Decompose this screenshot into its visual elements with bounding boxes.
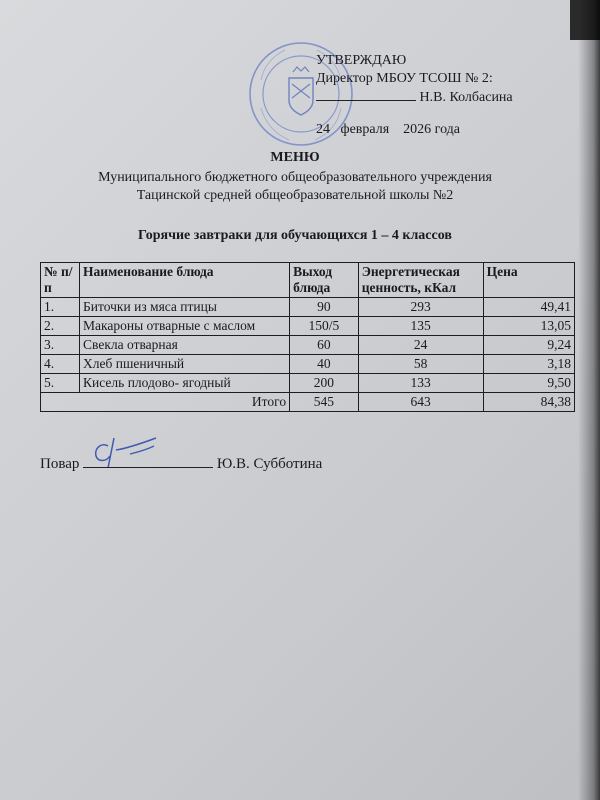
table-row — [41, 355, 575, 374]
date-month: февраля — [340, 122, 390, 137]
header-dish-name: Наименование блюда — [80, 263, 290, 298]
row-num: 4. — [41, 355, 80, 374]
row-portion: 90 — [290, 298, 359, 317]
row-portion: 150/5 — [290, 317, 359, 336]
row-energy: 24 — [358, 336, 483, 355]
header-num: № п/п — [41, 263, 80, 298]
total-energy: 643 — [358, 393, 483, 412]
row-dish-name: Биточки из мяса птицы — [80, 298, 290, 317]
header-energy: Энергетическая ценность, кКал — [358, 263, 483, 298]
signature-blank — [316, 88, 416, 101]
cook-signature-line — [83, 453, 213, 468]
total-price: 84,38 — [483, 393, 574, 412]
row-energy: 58 — [358, 355, 483, 374]
row-price: 13,05 — [483, 317, 574, 336]
date-day: 24 — [316, 122, 330, 137]
header-portion: Выход блюда — [290, 263, 359, 298]
menu-subtitle: Горячие завтраки для обучающихся 1 – 4 классов — [138, 228, 452, 243]
row-energy: 135 — [358, 317, 483, 336]
table-row — [41, 336, 575, 355]
row-num: 5. — [41, 374, 80, 393]
row-num: 2. — [41, 317, 80, 336]
page-title: МЕНЮ — [270, 150, 320, 165]
row-price: 49,41 — [483, 298, 574, 317]
cook-label: Повар — [40, 456, 80, 472]
cook-name: Ю.В. Субботина — [216, 456, 323, 472]
total-portion: 545 — [290, 393, 359, 412]
approval-date — [316, 121, 513, 139]
row-portion: 40 — [290, 355, 359, 374]
row-num: 3. — [41, 336, 80, 355]
row-dish-name: Кисель плодово- ягодный — [80, 374, 290, 393]
org-line-1: Муниципального бюджетного общеобразовательного учреждения — [98, 170, 492, 185]
row-portion: 200 — [290, 374, 359, 393]
row-price: 3,18 — [483, 355, 574, 374]
row-dish-name: Макароны отварные с маслом — [80, 317, 290, 336]
paper-edge-shadow — [578, 0, 600, 800]
header-price: Цена — [483, 263, 574, 298]
total-label: Итого — [41, 393, 290, 412]
row-portion: 60 — [290, 336, 359, 355]
director-signature-line — [316, 88, 513, 107]
approval-block — [316, 52, 513, 139]
approve-label: УТВЕРЖДАЮ — [316, 53, 407, 68]
row-price: 9,50 — [483, 374, 574, 393]
date-year: 2026 года — [403, 122, 460, 137]
director-label: Директор МБОУ ТСОШ № 2: — [316, 71, 493, 86]
row-num: 1. — [41, 298, 80, 317]
org-line-2: Тацинской средней общеобразовательной школы №2 — [136, 188, 454, 203]
row-dish-name: Свекла отварная — [80, 336, 290, 355]
table-total-row — [41, 393, 575, 412]
table-header-row — [41, 263, 575, 298]
row-energy: 133 — [358, 374, 483, 393]
table-row — [41, 374, 575, 393]
director-name: Н.В. Колбасина — [419, 90, 513, 105]
row-energy: 293 — [358, 298, 483, 317]
row-dish-name: Хлеб пшеничный — [80, 355, 290, 374]
cook-signature-block — [40, 453, 322, 473]
menu-table — [40, 262, 575, 412]
table-row — [41, 298, 575, 317]
row-price: 9,24 — [483, 336, 574, 355]
table-row — [41, 317, 575, 336]
